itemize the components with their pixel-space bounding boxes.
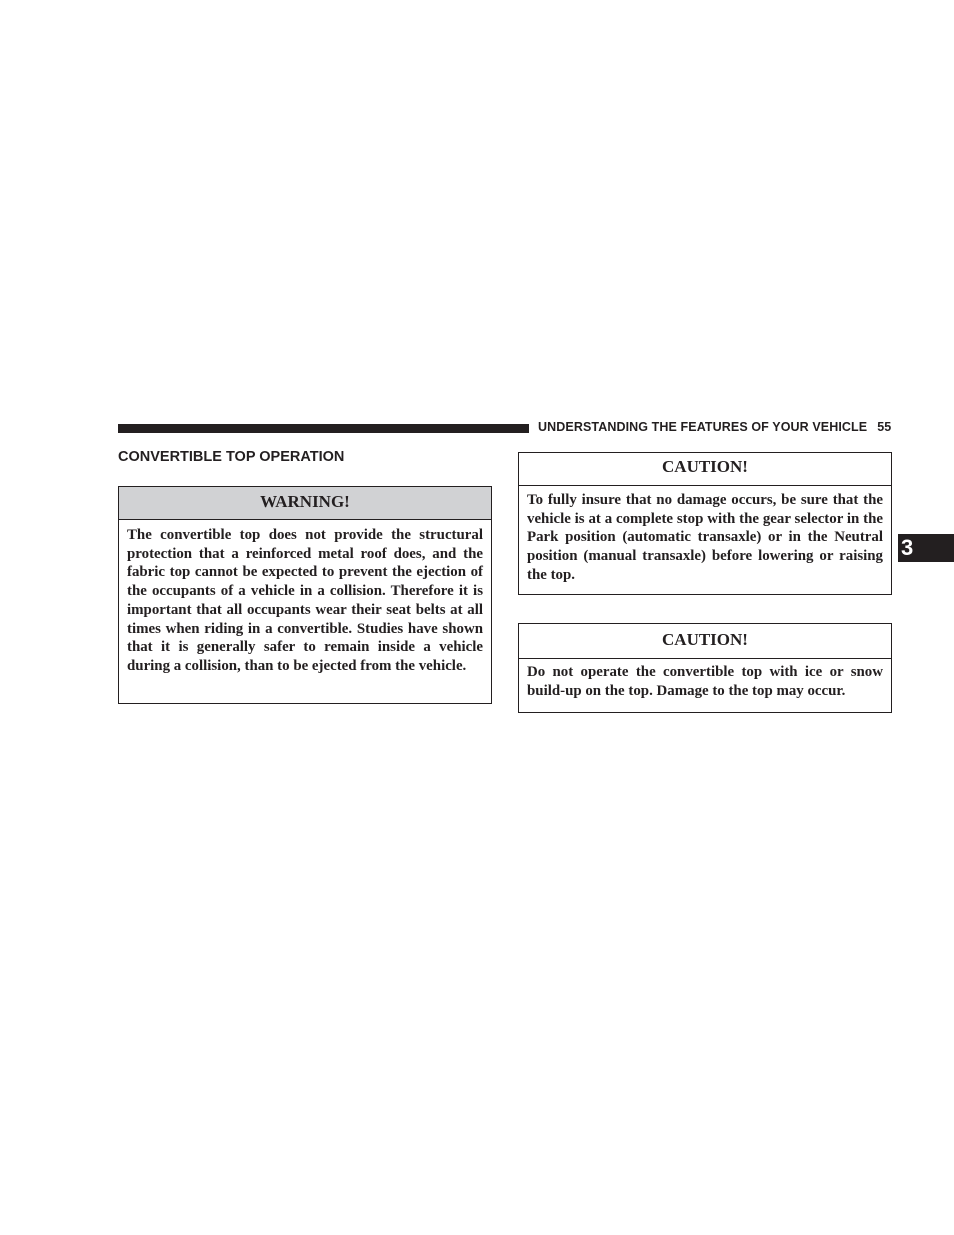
header-rule	[118, 424, 529, 433]
warning-heading: WARNING!	[119, 487, 491, 520]
caution-text: To fully insure that no damage occurs, be sure that the vehicle is at a complete stop with the gear selector in the Park position (automatic transaxle) or in the Neutral position (manual transaxle) before lowering or raising the top.	[527, 492, 883, 583]
caution-box-stop-vehicle	[518, 452, 892, 595]
running-header-title: UNDERSTANDING THE FEATURES OF YOUR VEHICLE	[538, 420, 868, 434]
caution-heading: CAUTION!	[519, 453, 891, 486]
section-title: CONVERTIBLE TOP OPERATION	[118, 449, 345, 465]
page-number: 55	[877, 420, 892, 434]
caution-box-ice-snow	[518, 623, 892, 713]
chapter-tab: 3	[898, 534, 954, 562]
warning-text: The convertible top does not provide the structural protection that a reinforced metal roof does, and the fabric top cannot be expected to prevent the ejection of the occupants of a vehicle in a collision. Therefore it is important that all occupants wear their seat belts at all times when riding in a convertible. Studies have shown that it is generally safer to remain inside a vehicle during a collision, than to be ejected from the vehicle.	[127, 527, 483, 674]
running-header	[538, 420, 891, 434]
warning-box	[118, 486, 492, 704]
caution-heading: CAUTION!	[519, 624, 891, 659]
caution-text: Do not operate the convertible top with ice or snow build-up on the top. Damage to the top may occur.	[527, 664, 883, 699]
